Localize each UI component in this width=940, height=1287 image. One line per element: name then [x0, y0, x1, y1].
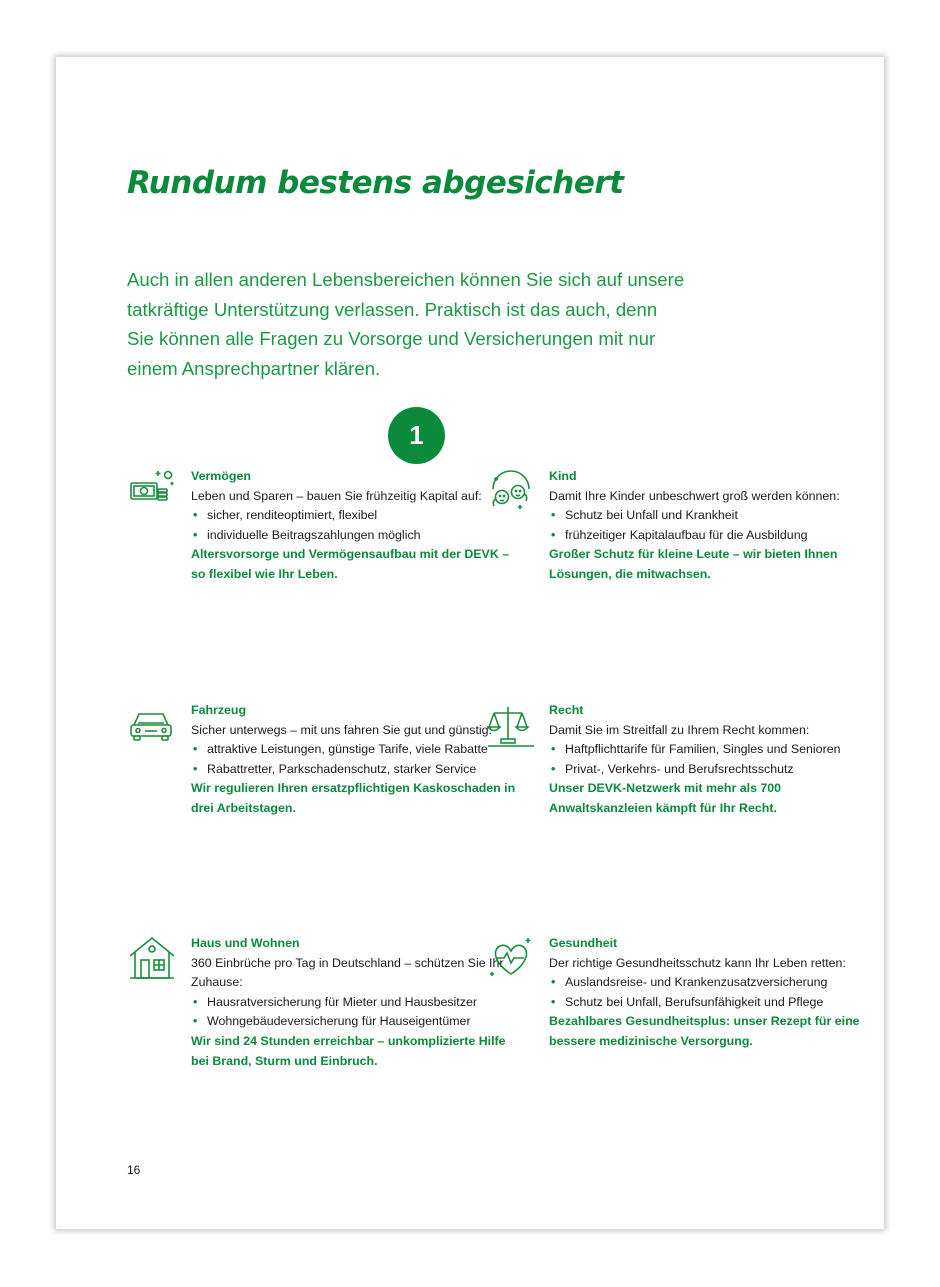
page-title: Rundum bestens abgesichert — [127, 165, 624, 201]
intro-paragraph: Auch in allen anderen Lebensbereichen können Sie sich auf unsere tatkräftige Unterstützung verlassen. Praktisch ist das auch, denn Sie können alle Fragen zu Vorsorge und Versicherungen mit nur einem Ansprechpartner klären. — [127, 269, 685, 379]
section-highlight: Unser DEVK-Netzwerk mit mehr als 700 Anwaltskanzleien kämpft für Ihr Recht. — [549, 781, 782, 815]
section-highlight: Altersvorsorge und Vermögensaufbau mit der DEVK – so flexibel wie Ihr Leben. — [191, 547, 510, 581]
section-text: 360 Einbrüche pro Tag in Deutschland – schützen Sie Ihr Zuhause: — [191, 955, 504, 990]
list-item: • Haftpflichttarife für Familien, Singles und Senioren — [551, 742, 841, 757]
section-fahrzeug — [191, 701, 521, 819]
bullet-list — [549, 740, 879, 779]
money-coins-icon — [128, 467, 178, 517]
section-text: Sicher unterwegs – mit uns fahren Sie gut und günstig: — [191, 722, 492, 737]
list-item: • individuelle Beitragszahlungen möglich — [193, 527, 421, 542]
section-vermoegen — [191, 467, 521, 585]
section-title: Recht — [549, 703, 584, 717]
bullet-list — [191, 740, 521, 779]
car-icon — [128, 701, 178, 751]
scales-of-justice-icon — [486, 701, 536, 751]
list-item: • Rabattretter, Parkschadenschutz, starker Service — [193, 761, 477, 776]
step-number-badge: 1 — [388, 407, 445, 464]
section-kind — [549, 467, 879, 585]
list-item: • Privat-, Verkehrs- und Berufsrechtsschutz — [551, 761, 794, 776]
children-faces-icon — [486, 467, 536, 517]
section-highlight: Bezahlbares Gesundheitsplus: unser Rezept für eine bessere medizinische Versorgung. — [549, 1014, 860, 1048]
section-title: Kind — [549, 469, 577, 483]
bullet-list — [549, 506, 879, 545]
list-item: • Wohngebäudeversicherung für Hauseigentümer — [193, 1014, 471, 1029]
section-highlight: Großer Schutz für kleine Leute – wir bieten Ihnen Lösungen, die mitwachsen. — [549, 547, 838, 581]
section-text: Leben und Sparen – bauen Sie frühzeitig Kapital auf: — [191, 488, 482, 503]
section-text: Der richtige Gesundheitsschutz kann Ihr Leben retten: — [549, 955, 846, 970]
section-text: Damit Sie im Streitfall zu Ihrem Recht kommen: — [549, 722, 810, 737]
list-item: • Schutz bei Unfall, Berufsunfähigkeit und Pflege — [551, 994, 824, 1009]
section-haus-und-wohnen — [191, 934, 521, 1071]
section-text: Damit Ihre Kinder unbeschwert groß werden können: — [549, 488, 840, 503]
page-number: 16 — [127, 1163, 141, 1177]
section-gesundheit — [549, 934, 879, 1052]
section-title: Fahrzeug — [191, 703, 247, 717]
section-highlight: Wir regulieren Ihren ersatzpflichtigen Kaskoschaden in drei Arbeitstagen. — [191, 781, 516, 815]
heart-pulse-icon — [486, 934, 536, 984]
bullet-list — [549, 973, 879, 1012]
list-item: • frühzeitiger Kapitalaufbau für die Ausbildung — [551, 527, 808, 542]
bullet-list — [191, 993, 521, 1032]
section-title: Vermögen — [191, 469, 251, 483]
section-title: Gesundheit — [549, 936, 618, 950]
section-title: Haus und Wohnen — [191, 936, 300, 950]
section-recht — [549, 701, 879, 819]
house-icon — [128, 934, 178, 984]
list-item: • sicher, renditeoptimiert, flexibel — [193, 508, 378, 523]
list-item: • Auslandsreise- und Krankenzusatzversicherung — [551, 975, 828, 990]
section-highlight: Wir sind 24 Stunden erreichbar – unkomplizierte Hilfe bei Brand, Sturm und Einbruch. — [191, 1033, 506, 1068]
list-item: • Hausratversicherung für Mieter und Hausbesitzer — [193, 994, 477, 1009]
bullet-list — [191, 506, 521, 545]
list-item: • Schutz bei Unfall und Krankheit — [551, 508, 738, 523]
document-page — [56, 57, 884, 1229]
list-item: • attraktive Leistungen, günstige Tarife, viele Rabatte — [193, 742, 488, 757]
